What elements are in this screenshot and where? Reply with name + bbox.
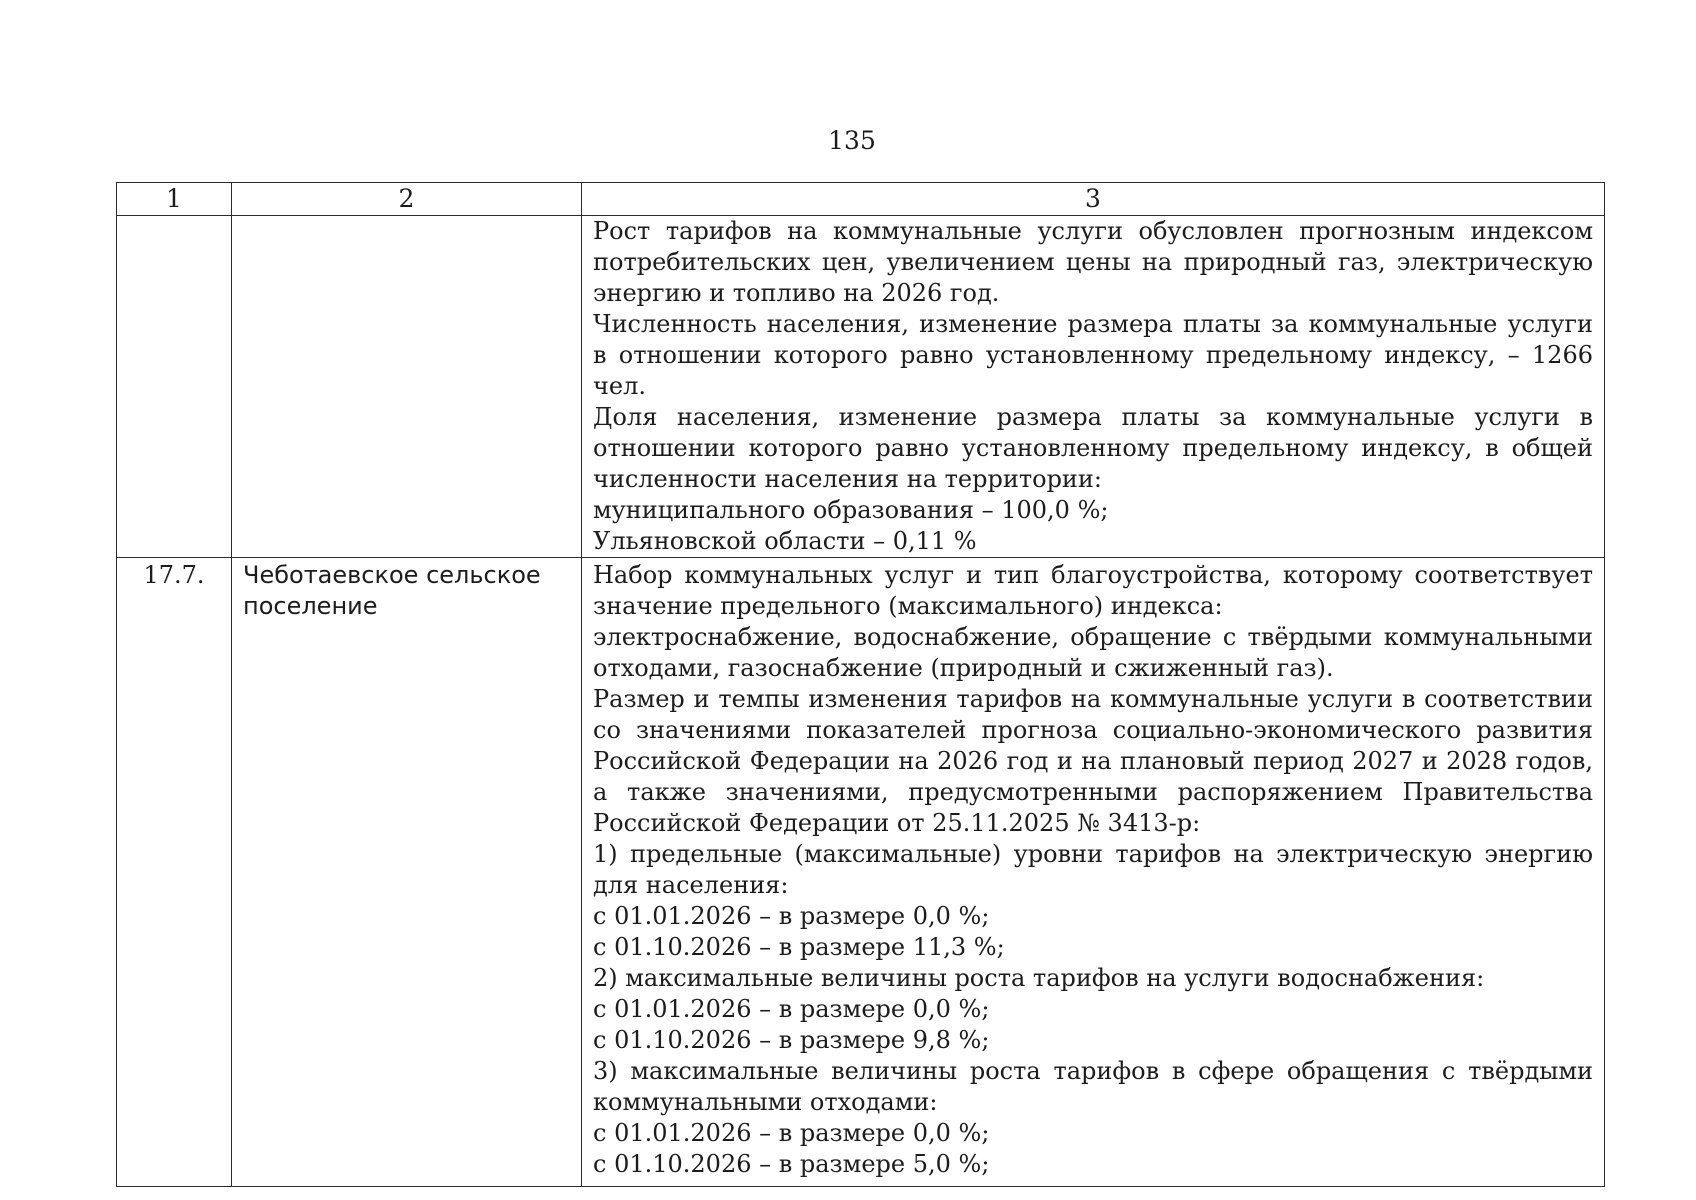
paragraph: 1) предельные (максимальные) уровни тарифов на электрическую энергию для населения:	[593, 840, 1593, 899]
row-number-cell	[117, 216, 232, 558]
description-cell	[582, 558, 1605, 1187]
column-header-3: 3	[582, 183, 1605, 216]
description-cell	[582, 216, 1605, 558]
paragraph: электроснабжение, водоснабжение, обращение с твёрдыми коммунальными отходами, газоснабжение (природный и сжиженный газ).	[593, 623, 1593, 682]
table-header-row	[117, 183, 1605, 216]
paragraph: Доля населения, изменение размера платы за коммунальные услуги в отношении которого равно установленному предельному индексу, в общей численности населения на территории:	[593, 403, 1593, 493]
paragraph: Ульяновской области – 0,11 %	[593, 527, 977, 555]
paragraph: с 01.10.2026 – в размере 9,8 %;	[593, 1026, 990, 1054]
paragraph: с 01.01.2026 – в размере 0,0 %;	[593, 1119, 990, 1147]
paragraph: с 01.01.2026 – в размере 0,0 %;	[593, 902, 990, 930]
table-row	[117, 558, 1605, 1187]
paragraph: Набор коммунальных услуг и тип благоустройства, которому соответствует значение предельного (максимального) индекса:	[593, 561, 1593, 620]
tariff-table	[116, 182, 1605, 1187]
paragraph: 2) максимальные величины роста тарифов на услуги водоснабжения:	[593, 964, 1485, 992]
column-header-1: 1	[117, 183, 232, 216]
table-row	[117, 216, 1605, 558]
paragraph: с 01.01.2026 – в размере 0,0 %;	[593, 995, 990, 1023]
paragraph: с 01.10.2026 – в размере 5,0 %;	[593, 1150, 990, 1178]
paragraph: 3) максимальные величины роста тарифов в сфере обращения с твёрдыми коммунальными отходами:	[593, 1057, 1593, 1116]
paragraph: Размер и темпы изменения тарифов на коммунальные услуги в соответствии со значениями показателей прогноза социально-экономического развития Российской Федерации на 2026 год и на плановый период 2027 и 2028 годов, а также значениями, предусмотренными распоряжением Правительства Российской Федерации от 25.11.2025 № 3413-р:	[593, 685, 1593, 837]
settlement-name-cell	[232, 216, 582, 558]
page-number: 135	[828, 126, 876, 155]
paragraph: Численность населения, изменение размера платы за коммунальные услуги в отношении которого равно установленному предельному индексу, – 1266 чел.	[593, 310, 1593, 400]
paragraph: с 01.10.2026 – в размере 11,3 %;	[593, 933, 1005, 961]
paragraph: Рост тарифов на коммунальные услуги обусловлен прогнозным индексом потребительских цен, увеличением цены на природный газ, электрическую энергию и топливо на 2026 год.	[593, 217, 1593, 307]
row-number-cell: 17.7.	[117, 558, 232, 1187]
settlement-name-cell: Чеботаевское сельское поселение	[232, 558, 582, 1187]
column-header-2: 2	[232, 183, 582, 216]
paragraph: муниципального образования – 100,0 %;	[593, 496, 1109, 524]
